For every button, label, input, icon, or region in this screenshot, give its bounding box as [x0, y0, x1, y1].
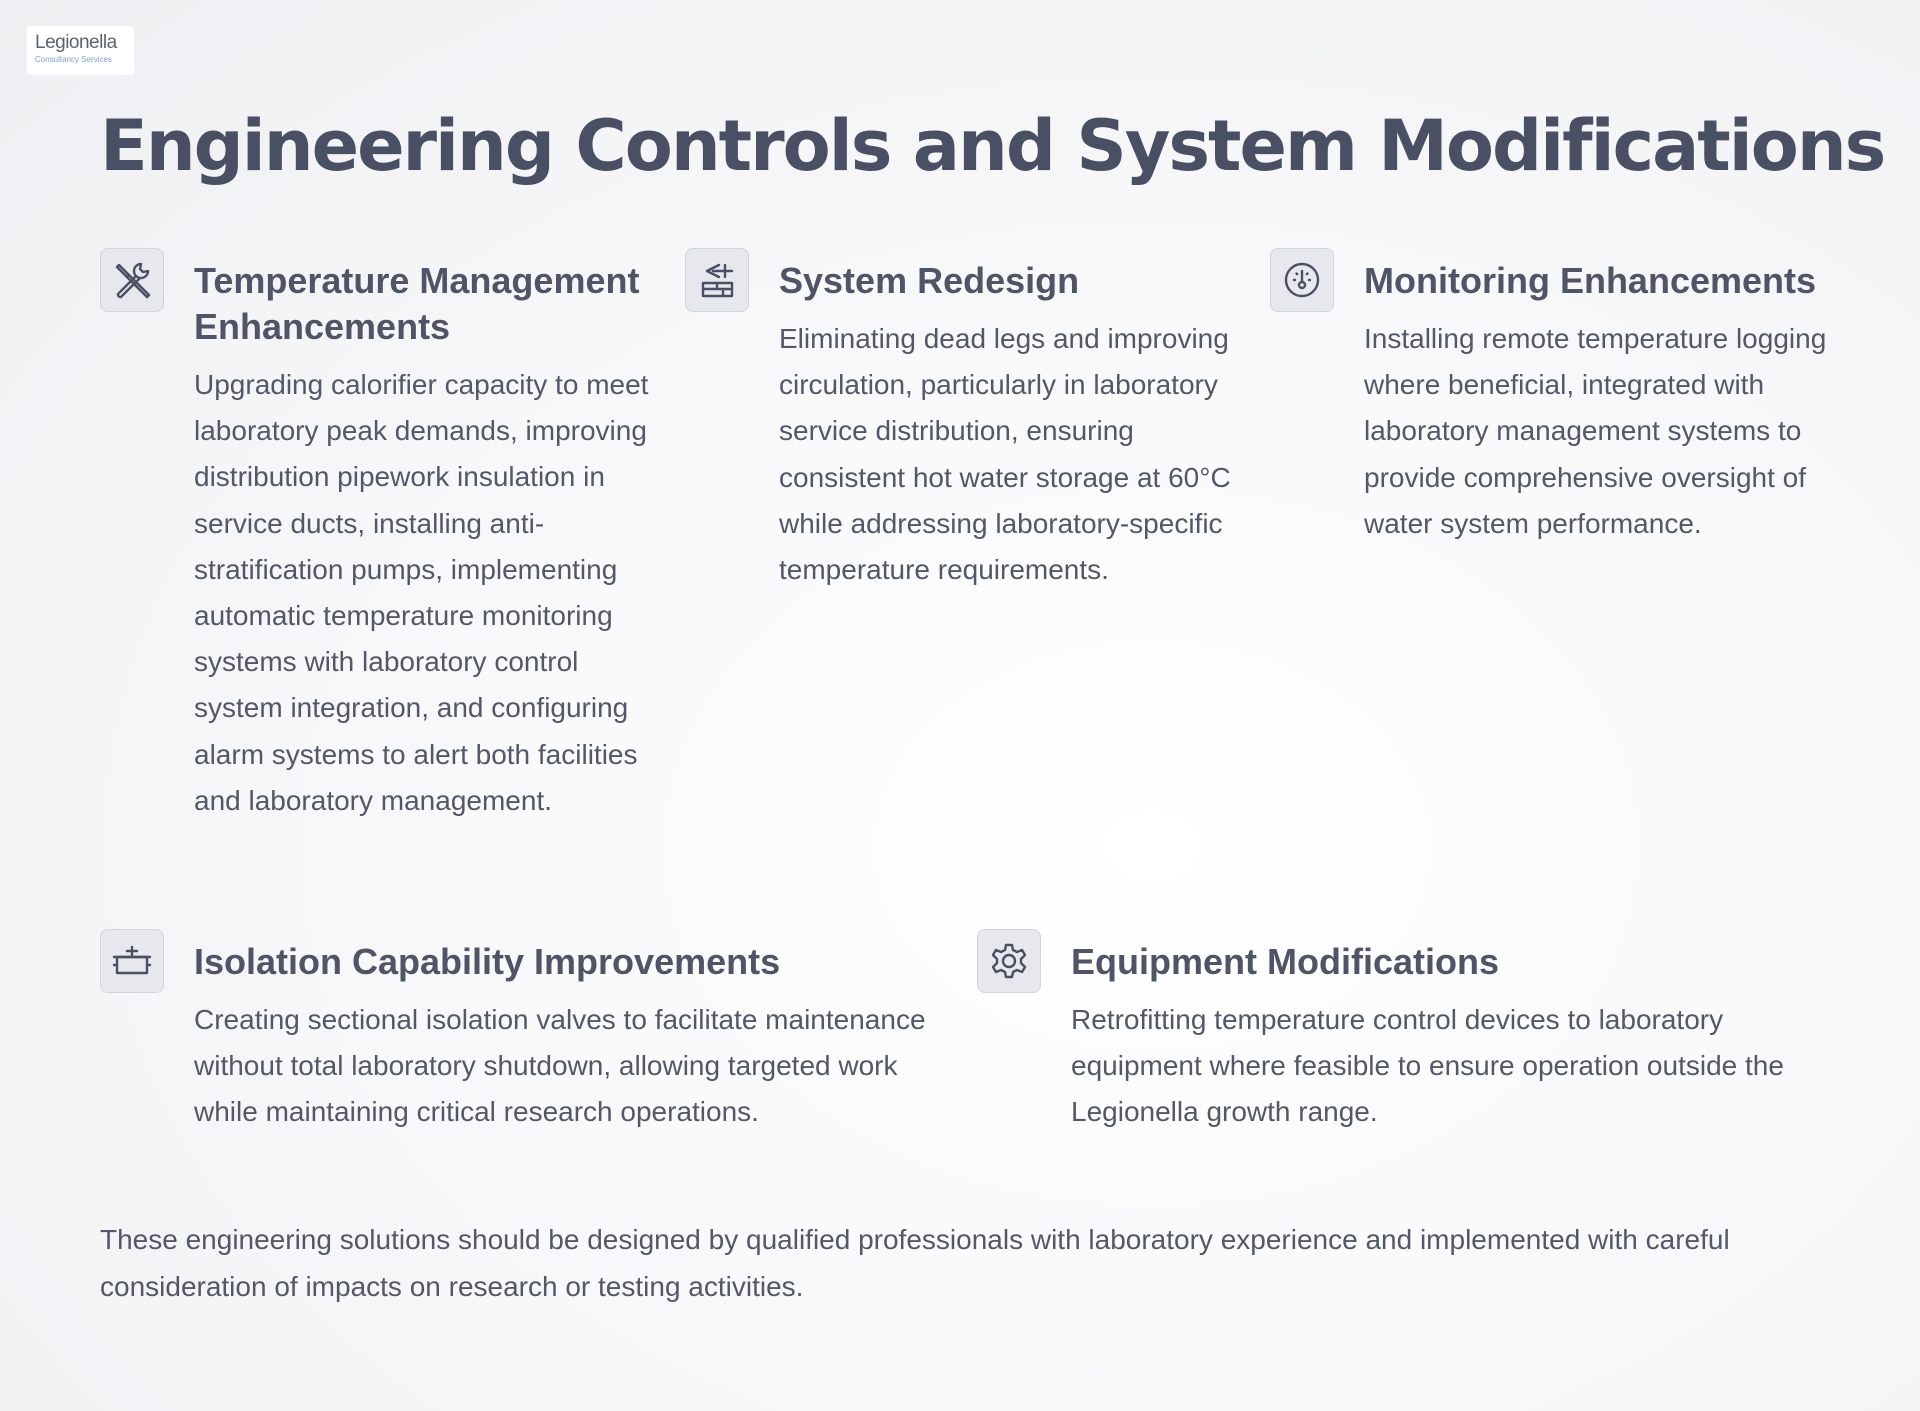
- card-title: Equipment Modifications: [1071, 941, 1499, 982]
- card-text: Upgrading calorifier capacity to meet laboratory peak demands, improving distribution pipework insulation in service ducts, installing anti-stratification pumps, implementing automatic temperature monitoring systems with laboratory control system integration, and configuring alarm systems to alert both facilities and laboratory management.: [194, 369, 649, 816]
- footer-note: These engineering solutions should be designed by qualified professionals with laboratory experience and implemented with careful consideration of impacts on research or testing activities.: [100, 1224, 1730, 1302]
- card-title: Monitoring Enhancements: [1364, 260, 1817, 301]
- gauge-icon: [1270, 248, 1334, 312]
- card-title: Temperature Management Enhancements: [194, 260, 640, 347]
- logo-subtitle: Consultancy Services: [35, 55, 112, 64]
- tools-icon: [100, 248, 164, 312]
- card-text: Creating sectional isolation valves to facilitate maintenance without total laboratory shutdown, allowing targeted work while maintaining critical research operations.: [194, 1004, 926, 1128]
- logo-name: Legionella: [35, 32, 117, 53]
- card-text: Installing remote temperature logging where beneficial, integrated with laboratory management systems to provide comprehensive oversight of water system performance.: [1364, 323, 1827, 539]
- company-logo: [27, 26, 134, 75]
- gear-icon: [977, 929, 1041, 993]
- redesign-icon: [685, 248, 749, 312]
- card-title: Isolation Capability Improvements: [194, 941, 781, 982]
- page-title: Engineering Controls and System Modifications: [100, 105, 1885, 187]
- card-text: Retrofitting temperature control devices to laboratory equipment where feasible to ensure operation outside the Legionella growth range.: [1071, 1004, 1784, 1128]
- card-title: System Redesign: [779, 260, 1080, 301]
- isolation-icon: [100, 929, 164, 993]
- card-text: Eliminating dead legs and improving circulation, particularly in laboratory service distribution, ensuring consistent hot water storage at 60°C while addressing laboratory-specific temperature requirements.: [779, 323, 1231, 586]
